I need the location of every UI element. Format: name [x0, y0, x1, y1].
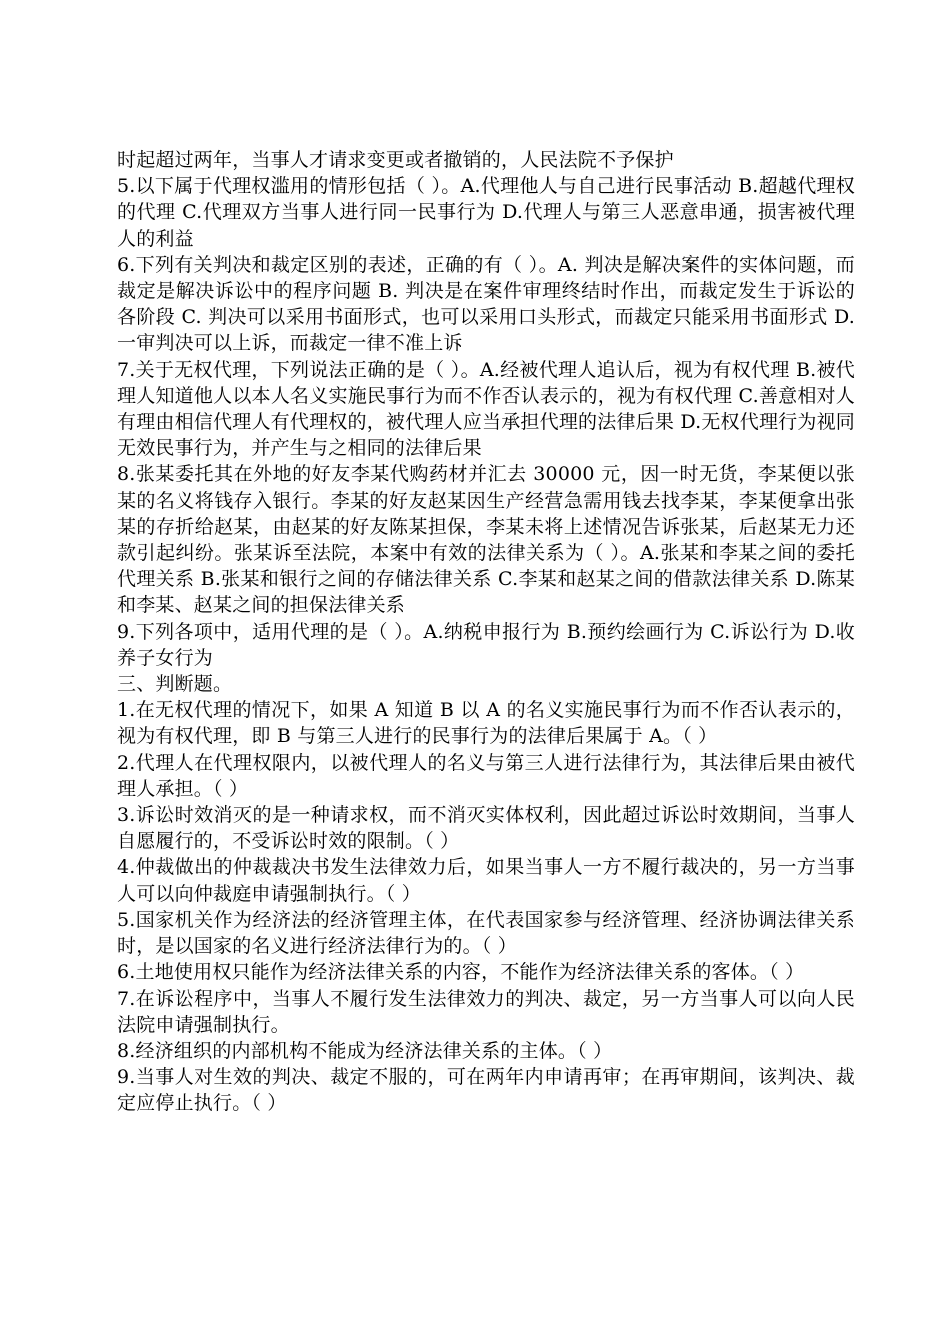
section-heading-true-false: 三、判断题。: [117, 673, 233, 696]
judgment-item-5: 5.国家机关作为经济法的经济管理主体，在代表国家参与经济管理、经济协调法律关系时，是以国家的名义进行经济法律行为的。（ ）: [117, 908, 855, 958]
paragraph-continuation: 时起超过两年，当事人才请求变更或者撤销的，人民法院不予保护: [117, 149, 674, 171]
judgment-item-9: 9.当事人对生效的判决、裁定不服的，可在两年内申请再审；在再审期间，该判决、裁定应停止执行。（ ）: [117, 1066, 855, 1115]
question-9-applicable-agency: 9.下列各项中，适用代理的是（ ）。A.纳税申报行为 B.预约绘画行为 C.诉讼行为 D.收养子女行为: [117, 620, 855, 669]
question-5-abuse-of-agency: 5.以下属于代理权滥用的情形包括（ ）。A.代理他人与自己进行民事活动 B.超越代理权的代理 C.代理双方当事人进行同一民事行为 D.代理人与第三人恶意串通，损害被代理人的利益: [117, 175, 855, 250]
question-7-unauthorized-agency: 7.关于无权代理，下列说法正确的是（ ）。A.经被代理人追认后，视为有权代理 B.被代理人知道他人以本人名义实施民事行为而不作否认表示的，视为有权代理 C.善意相对人有理由相信代理人有代理权的，被代理人应当承担代理的法律后果 D.无权代理行为视同无效民事行为，并产生与之相同的法律后果: [117, 358, 855, 460]
judgment-item-8: 8.经济组织的内部机构不能成为经济法律关系的主体。（ ）: [117, 1039, 613, 1062]
judgment-item-4: 4.仲裁做出的仲裁裁决书发生法律效力后，如果当事人一方不履行裁决的，另一方当事人可以向仲裁庭申请强制执行。（ ）: [117, 856, 855, 905]
document-page: [117, 147, 855, 1117]
judgment-item-1: 1.在无权代理的情况下，如果 A 知道 B 以 A 的名义实施民事行为而不作否认表示的，视为有权代理，即 B 与第三人进行的民事行为的法律后果属于 A。（ ）: [117, 699, 855, 748]
judgment-item-7: 7.在诉讼程序中，当事人不履行发生法律效力的判决、裁定，另一方当事人可以向人民法院申请强制执行。: [117, 987, 855, 1036]
question-6-judgment-vs-ruling: 6.下列有关判决和裁定区别的表述，正确的有（ ）。A. 判决是解决案件的实体问题，而裁定是解决诉讼中的程序问题 B. 判决是在案件审理终结时作出，而裁定发生于诉讼的各阶段 C. 判决可以采用书面形式，也可以采用口头形式，而裁定只能采用书面形式 D. 一审判决可以上诉，而裁定一律不准上诉: [117, 253, 855, 355]
judgment-item-2: 2.代理人在代理权限内，以被代理人的名义与第三人进行法律行为，其法律后果由被代理人承担。（ ）: [117, 751, 855, 800]
question-8-case-study: 8.张某委托其在外地的好友李某代购药材并汇去 30000 元，因一时无货，李某便以张某的名义将钱存入银行。李某的好友赵某因生产经营急需用钱去找李某，李某便拿出张某的存折给赵某，由赵某的好友陈某担保，李某未将上述情况告诉张某，后赵某无力还款引起纠纷。张某诉至法院，本案中有效的法律关系为（ ）。A.张某和李某之间的委托代理关系 B.张某和银行之间的存储法律关系 C.李某和赵某之间的借款法律关系 D.陈某和李某、赵某之间的担保法律关系: [117, 463, 855, 617]
judgment-item-3: 3.诉讼时效消灭的是一种请求权，而不消灭实体权利，因此超过诉讼时效期间，当事人自愿履行的，不受诉讼时效的限制。（ ）: [117, 804, 855, 853]
judgment-item-6: 6.土地使用权只能作为经济法律关系的内容，不能作为经济法律关系的客体。（ ）: [117, 961, 805, 984]
